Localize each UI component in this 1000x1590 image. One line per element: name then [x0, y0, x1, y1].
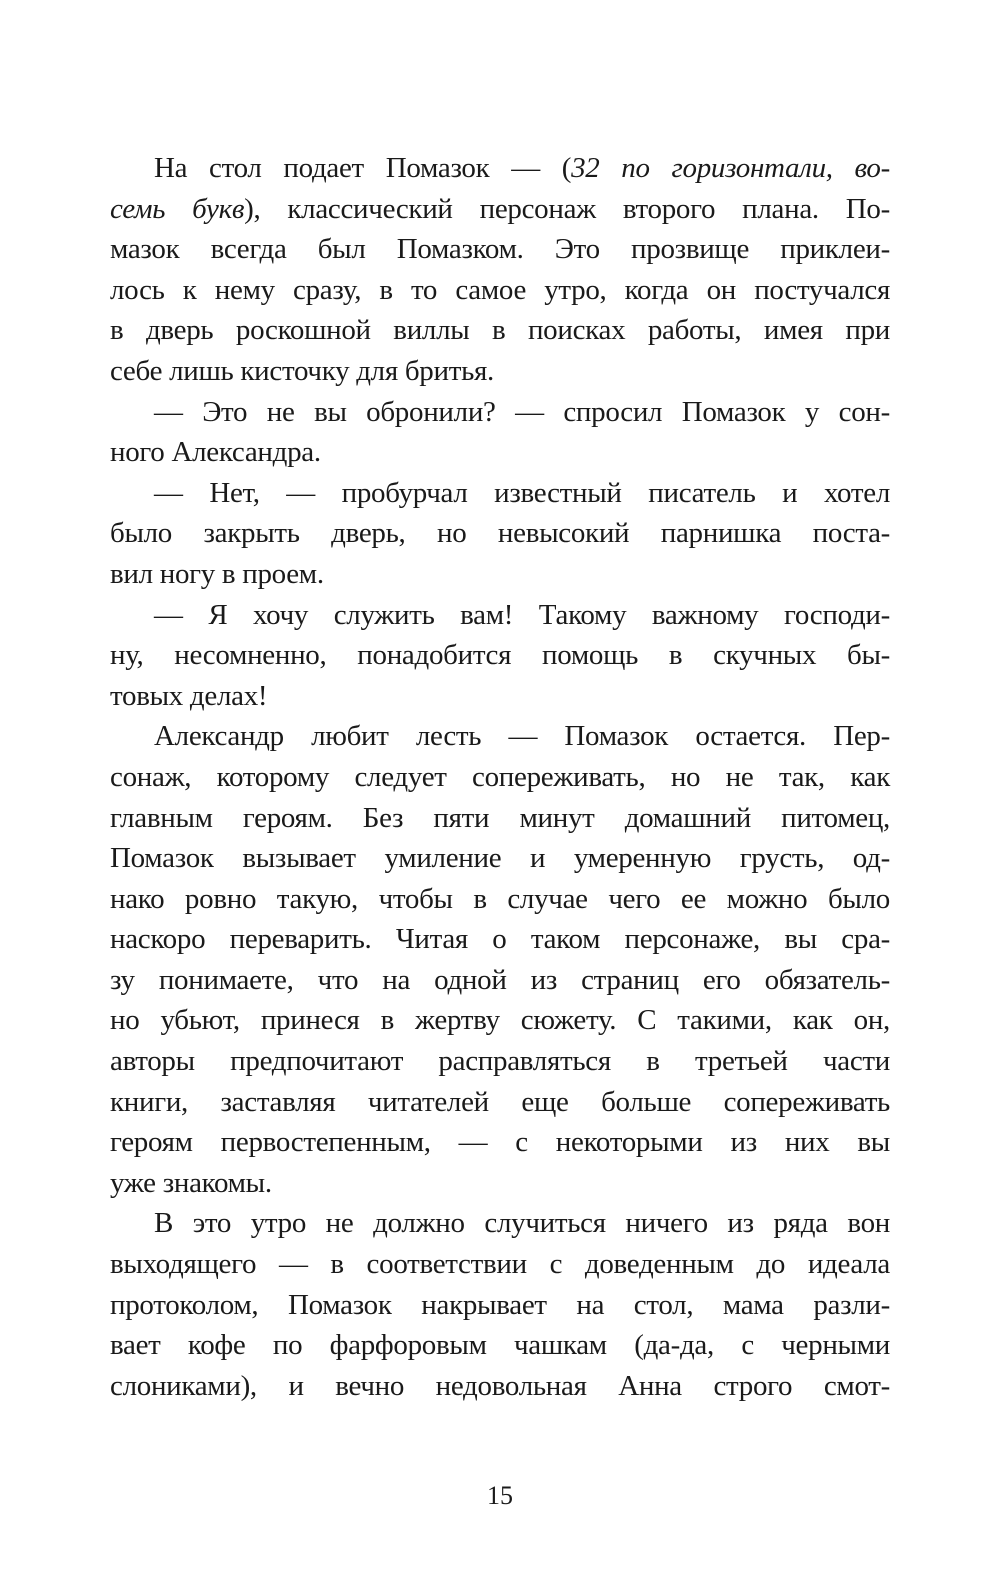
- text-line: [110, 635, 890, 676]
- text-line: [110, 554, 890, 595]
- text-line: [110, 1244, 890, 1285]
- text-run: товых делах!: [110, 679, 268, 712]
- text-run: выходящего — в соответствии с доведенным до идеала: [110, 1248, 890, 1281]
- text-run: На стол подает Помазок — (: [154, 152, 572, 184]
- text-line: [110, 838, 890, 879]
- text-line: [110, 310, 890, 351]
- text-line: [110, 392, 890, 433]
- text-run: слониками), и вечно недовольная Анна строго смот-: [110, 1369, 890, 1402]
- text-line: [110, 1366, 890, 1407]
- text-run: но убьют, принеся в жертву сюжету. С такими, как он,: [110, 1004, 890, 1037]
- text-line: [110, 513, 890, 554]
- text-run: Помазок вызывает умиление и умеренную грусть, од-: [110, 842, 890, 875]
- text-run: ну, несомненно, понадобится помощь в скучных бы-: [110, 639, 890, 672]
- text-run: сонаж, которому следует сопереживать, но не так, как: [110, 760, 890, 793]
- text-run: уже знакомы.: [110, 1166, 272, 1199]
- text-line: [110, 473, 890, 514]
- text-run: вил ногу в проем.: [110, 557, 324, 590]
- text-run: мазок всегда был Помазком. Это прозвище приклеи-: [110, 233, 890, 266]
- text-line: [110, 229, 890, 270]
- text-line: [110, 595, 890, 636]
- text-line: [110, 1041, 890, 1082]
- text-line: [110, 351, 890, 392]
- italic-text: 32 по горизонтали, во-: [571, 152, 890, 184]
- text-line: [110, 919, 890, 960]
- text-line: [110, 432, 890, 473]
- text-run: В это утро не должно случиться ничего из ряда вон: [154, 1207, 890, 1240]
- text-run: протоколом, Помазок накрывает на стол, мама разли-: [110, 1288, 890, 1321]
- text-line: [110, 716, 890, 757]
- text-run: ного Александра.: [110, 436, 321, 469]
- text-run: нако ровно такую, чтобы в случае чего ее можно было: [110, 882, 890, 915]
- text-line: [110, 879, 890, 920]
- text-line: [110, 1082, 890, 1123]
- text-run: главным героям. Без пяти минут домашний питомец,: [110, 801, 890, 834]
- text-line: [110, 960, 890, 1001]
- paragraph: [110, 595, 890, 717]
- italic-text: семь букв: [110, 192, 245, 225]
- text-line: [110, 1163, 890, 1204]
- text-run: — Нет, — пробурчал известный писатель и хотел: [154, 476, 890, 509]
- paragraph: [110, 1203, 890, 1406]
- text-line: [110, 798, 890, 839]
- text-line: [110, 189, 890, 230]
- text-run: книги, заставляя читателей еще больше сопереживать: [110, 1085, 890, 1118]
- text-line: [110, 676, 890, 717]
- text-run: — Это не вы обронили? — спросил Помазок у сон-: [154, 395, 890, 428]
- text-run: зу понимаете, что на одной из страниц его обязатель-: [110, 963, 890, 996]
- text-line: [110, 1000, 890, 1041]
- paragraph: [110, 716, 890, 1203]
- text-run: было закрыть дверь, но невысокий парнишка поста-: [110, 517, 890, 550]
- text-run: героям первостепенным, — с некоторыми из них вы: [110, 1126, 890, 1159]
- text-run: в дверь роскошной виллы в поисках работы, имея при: [110, 314, 890, 347]
- text-line: [110, 1203, 890, 1244]
- text-run: лось к нему сразу, в то самое утро, когда он постучался: [110, 273, 890, 306]
- text-line: [110, 757, 890, 798]
- text-line: [110, 1285, 890, 1326]
- text-run: вает кофе по фарфоровым чашкам (да-да, с черными: [110, 1329, 890, 1362]
- text-line: [110, 1325, 890, 1366]
- text-run: авторы предпочитают расправляться в третьей части: [110, 1045, 890, 1078]
- paragraph: [110, 148, 890, 392]
- text-run: Александр любит лесть — Помазок остается. Пер-: [154, 720, 890, 753]
- text-run: себе лишь кисточку для бритья.: [110, 354, 495, 387]
- page-number: 15: [487, 1481, 513, 1510]
- text-line: [110, 148, 890, 189]
- text-run: наскоро переварить. Читая о таком персонаже, вы сра-: [110, 923, 890, 956]
- paragraph: [110, 392, 890, 473]
- text-line: [110, 270, 890, 311]
- paragraph: [110, 473, 890, 595]
- text-run: ), классический персонаж второго плана. По-: [244, 192, 890, 225]
- text-line: [110, 1122, 890, 1163]
- text-run: — Я хочу служить вам! Такому важному господи-: [154, 598, 890, 631]
- body-text: [110, 148, 890, 1406]
